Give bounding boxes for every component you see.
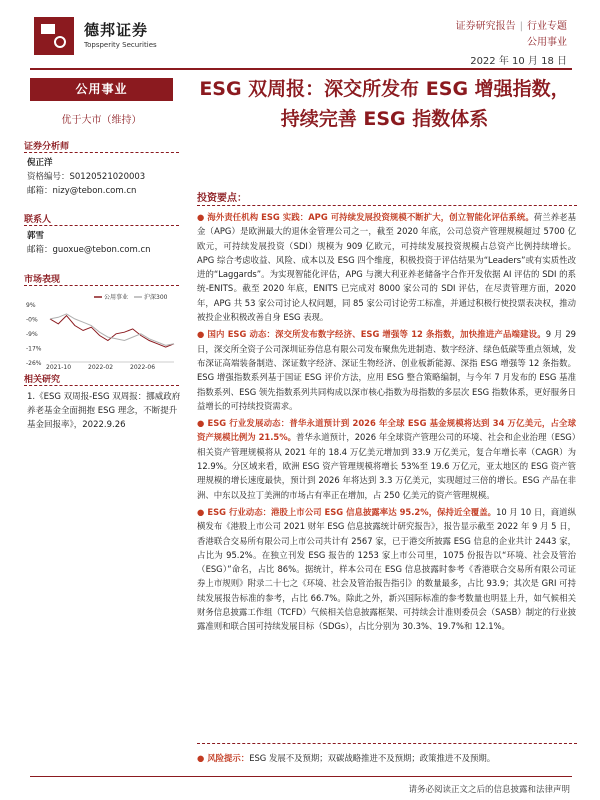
sector-label: 公用事业 bbox=[30, 78, 173, 101]
key-point-lead: ESG 行业发展动态：普华永道预计到 2026 年全球 ESG 基金规模将达到 34 万亿美元，占全球资产规模比例为 21.5%。 bbox=[197, 418, 576, 443]
y-tick-label: -9% bbox=[26, 331, 38, 338]
risk-divider bbox=[197, 743, 577, 744]
chart-svg bbox=[24, 290, 184, 370]
risk-label: 风险提示： bbox=[207, 753, 250, 763]
y-tick-label: 9% bbox=[26, 302, 36, 309]
analyst-email[interactable]: 邮箱：nizy@tebon.com.cn bbox=[27, 186, 137, 196]
analyst-name: 倪正洋 bbox=[27, 158, 53, 168]
legend-label: 公用事业 bbox=[104, 294, 129, 301]
rating: 优于大市（维持） bbox=[61, 115, 142, 126]
key-point bbox=[197, 327, 576, 413]
x-tick-label: 2022-06 bbox=[130, 364, 156, 370]
logo-mark-ring bbox=[54, 36, 66, 48]
meta-separator: | bbox=[519, 21, 523, 32]
key-points-divider bbox=[197, 205, 577, 206]
key-points-header: 投资要点： bbox=[197, 193, 247, 204]
analyst-header: 证券分析师 bbox=[24, 142, 70, 152]
key-point bbox=[197, 210, 576, 324]
risk-text: ESG 发展不及预期；双碳战略推进不及预期；政策推进不及预期。 bbox=[249, 753, 496, 763]
key-point-text: 10 月 10 日，商道纵横发布《港股上市公司 2021 财年 ESG 信息披露统计研究报告》，报告显示截至 2022 年 9 月 5 日，香港联合交易所有限公司上市公司共计有 2567 家，已于港交所披露 ESG 信息的企业共计 2443 家，占比为 95.2%。在独立刊发 ESG 报告的 1253 家上市公司里，1075 份报告以“环境、社会及管治（ESG）”命名，占比 86%。据统计，样本公司在 ESG 信息披露时参考《香港联合交易所有限公司证券上市规则》附录二十七之《环境、社会及管治报告指引》的数量最多，占比 93.9；其次是 GRI 可持续发展报告标准的参考，占比 66.7%。除此之外，新兴国际标准的参考数量也明显上升，如气候相关财务信息披露工作组（TCFD）气候相关信息披露框架、可持续会计准则委员会（SASB）制定的行业披露准则和联合国可持续发展目标（SDGs），占比分别为 30.3%、19.7%和 12.1%。 bbox=[197, 506, 576, 632]
key-point-text: 9 月 29 日，深交所全资子公司深圳证券信息有限公司发布聚焦先进制造、数字经济、绿色低碳等重点领域，发布深证高端装备制造、深证数字经济、深证生物经济、创业板新能源、深指 ESG 增强等 12 条指数。ESG 增强指数系列基于国证 ESG 评价方法，应用 ESG 整合策略编制，与今年 7 月发布的 ESG 基准指数系列、ESG 领先指数系列共同构成以深市核心指数为母指数的多层次 ESG 指数体系，更好服务日益增长的可持续投资需求。 bbox=[197, 329, 576, 411]
key-point-text: 荷兰养老基金（APG）是欧洲最大的退休金管理公司之一，截至 2020 年底，公司总资产管理规模超过 5700 亿欧元，可持续发展投资（SDI）规模为 909 亿欧元，可持续发展投资规模占总资产比例持续增长。APG 综合考虑收益、风险、成本以及 ESG 四个维度，积极投资于评估结果为“Leaders”或有实质性改进的“Laggards”。为实现智能化评估，APG 与澳大利亚养老储备字合作开发依据 AI 评估的 SDI 的系统-ENITS。截至 2020 年底，ENITS 已完成对 8000 家公司的 SDI 评估，在尽责管理方面，2020 年，APG 共 53 家公司讨论人权问题，同 85 家公司讨论劳工标准，并通过积极行使投票表决权，推动被投企业积极改善自身 ESG 表现。 bbox=[197, 212, 577, 323]
brand-name-en: Topsperity Securities bbox=[84, 41, 157, 49]
key-point bbox=[197, 416, 576, 502]
footer-divider bbox=[30, 776, 572, 777]
contact-header: 联系人 bbox=[24, 215, 52, 225]
key-point bbox=[197, 505, 576, 634]
key-points-body bbox=[197, 210, 576, 637]
key-point-lead: ESG 行业动态：港股上市公司 ESG 信息披露率达 95.2%，保持近全覆盖。 bbox=[207, 506, 497, 517]
analyst-cert: 资格编号：S0120521020003 bbox=[27, 172, 146, 182]
disclaimer-footer: 请务必阅读正文之后的信息披露和法律声明 bbox=[408, 785, 570, 795]
key-point-text: 普华永道预计，2026 年全球资产管理公司的环境、社会和企业治理（ESG）相关资产管理规模将从 2021 年的 18.4 万亿美元增加到 33.9 万亿美元，复合年增长率（CAGR）为 12.9%。分区域来看，欧洲 ESG 资产管理规模将增长 53%至 19.6 万亿元，亚太地区的 ESG 资产管理规模的增长速度最快，预计到 2026 年将达到 3.3 万亿美元，实现超过三倍的增长。ESG 产品在非洲、中东以及拉丁美洲的市场占有率正在增加，占 250 亿美元的资产管理规模。 bbox=[197, 432, 576, 500]
header-divider bbox=[30, 68, 572, 70]
market-performance-chart bbox=[24, 290, 184, 370]
key-point-lead: 国内 ESG 动态：深交所发布数字经济、ESG 增强等 12 条指数，加快推进产品端建设。 bbox=[207, 329, 546, 340]
section-divider bbox=[24, 285, 179, 287]
report-category: 行业专题 bbox=[527, 21, 567, 32]
x-tick-label: 2021-10 bbox=[46, 364, 72, 370]
key-point-lead: 海外责任机构 ESG 实践：APG 可持续发展投资规模不断扩大，创立智能化评估系统。 bbox=[207, 212, 534, 222]
bullet-icon: ● bbox=[197, 753, 205, 763]
series-line-sector bbox=[50, 316, 174, 348]
y-tick-label: -0% bbox=[26, 316, 38, 324]
report-title: ESG 双周报：深交所发布 ESG 增强指数，持续完善 ESG 指数体系 bbox=[199, 78, 570, 130]
company-logo bbox=[34, 17, 74, 55]
related-research-item[interactable]: 1.《ESG 双周报-ESG 双周报：挪威政府养老基金全面拥抱 ESG 理念，不断提升基金回报率》，2022.9.26 bbox=[27, 392, 181, 430]
risk-warning bbox=[197, 752, 576, 764]
contact-email[interactable]: 邮箱：guoxue@tebon.com.cn bbox=[27, 245, 151, 255]
report-date: 2022 年 10 月 18 日 bbox=[470, 56, 567, 67]
section-divider bbox=[24, 152, 179, 154]
brand-name-cn: 德邦证券 bbox=[84, 21, 149, 39]
section-divider bbox=[24, 225, 179, 227]
related-header: 相关研究 bbox=[24, 375, 61, 385]
section-divider bbox=[24, 385, 179, 387]
y-tick-label: -26% bbox=[26, 360, 42, 367]
contact-name: 郭雪 bbox=[27, 231, 45, 241]
y-tick-label: -17% bbox=[26, 345, 42, 353]
bullet-icon: ● bbox=[197, 506, 205, 517]
bullet-icon: ● bbox=[197, 418, 205, 429]
x-tick-label: 2022-02 bbox=[88, 364, 114, 370]
bullet-icon: ● bbox=[197, 329, 205, 340]
market-header: 市场表现 bbox=[24, 275, 61, 285]
logo-mark bbox=[41, 24, 55, 34]
report-type: 证券研究报告 bbox=[455, 21, 516, 32]
report-meta bbox=[456, 19, 567, 51]
report-sector: 公用事业 bbox=[527, 37, 567, 48]
bullet-icon: ● bbox=[197, 212, 205, 222]
legend-label: 沪深300 bbox=[144, 294, 168, 301]
